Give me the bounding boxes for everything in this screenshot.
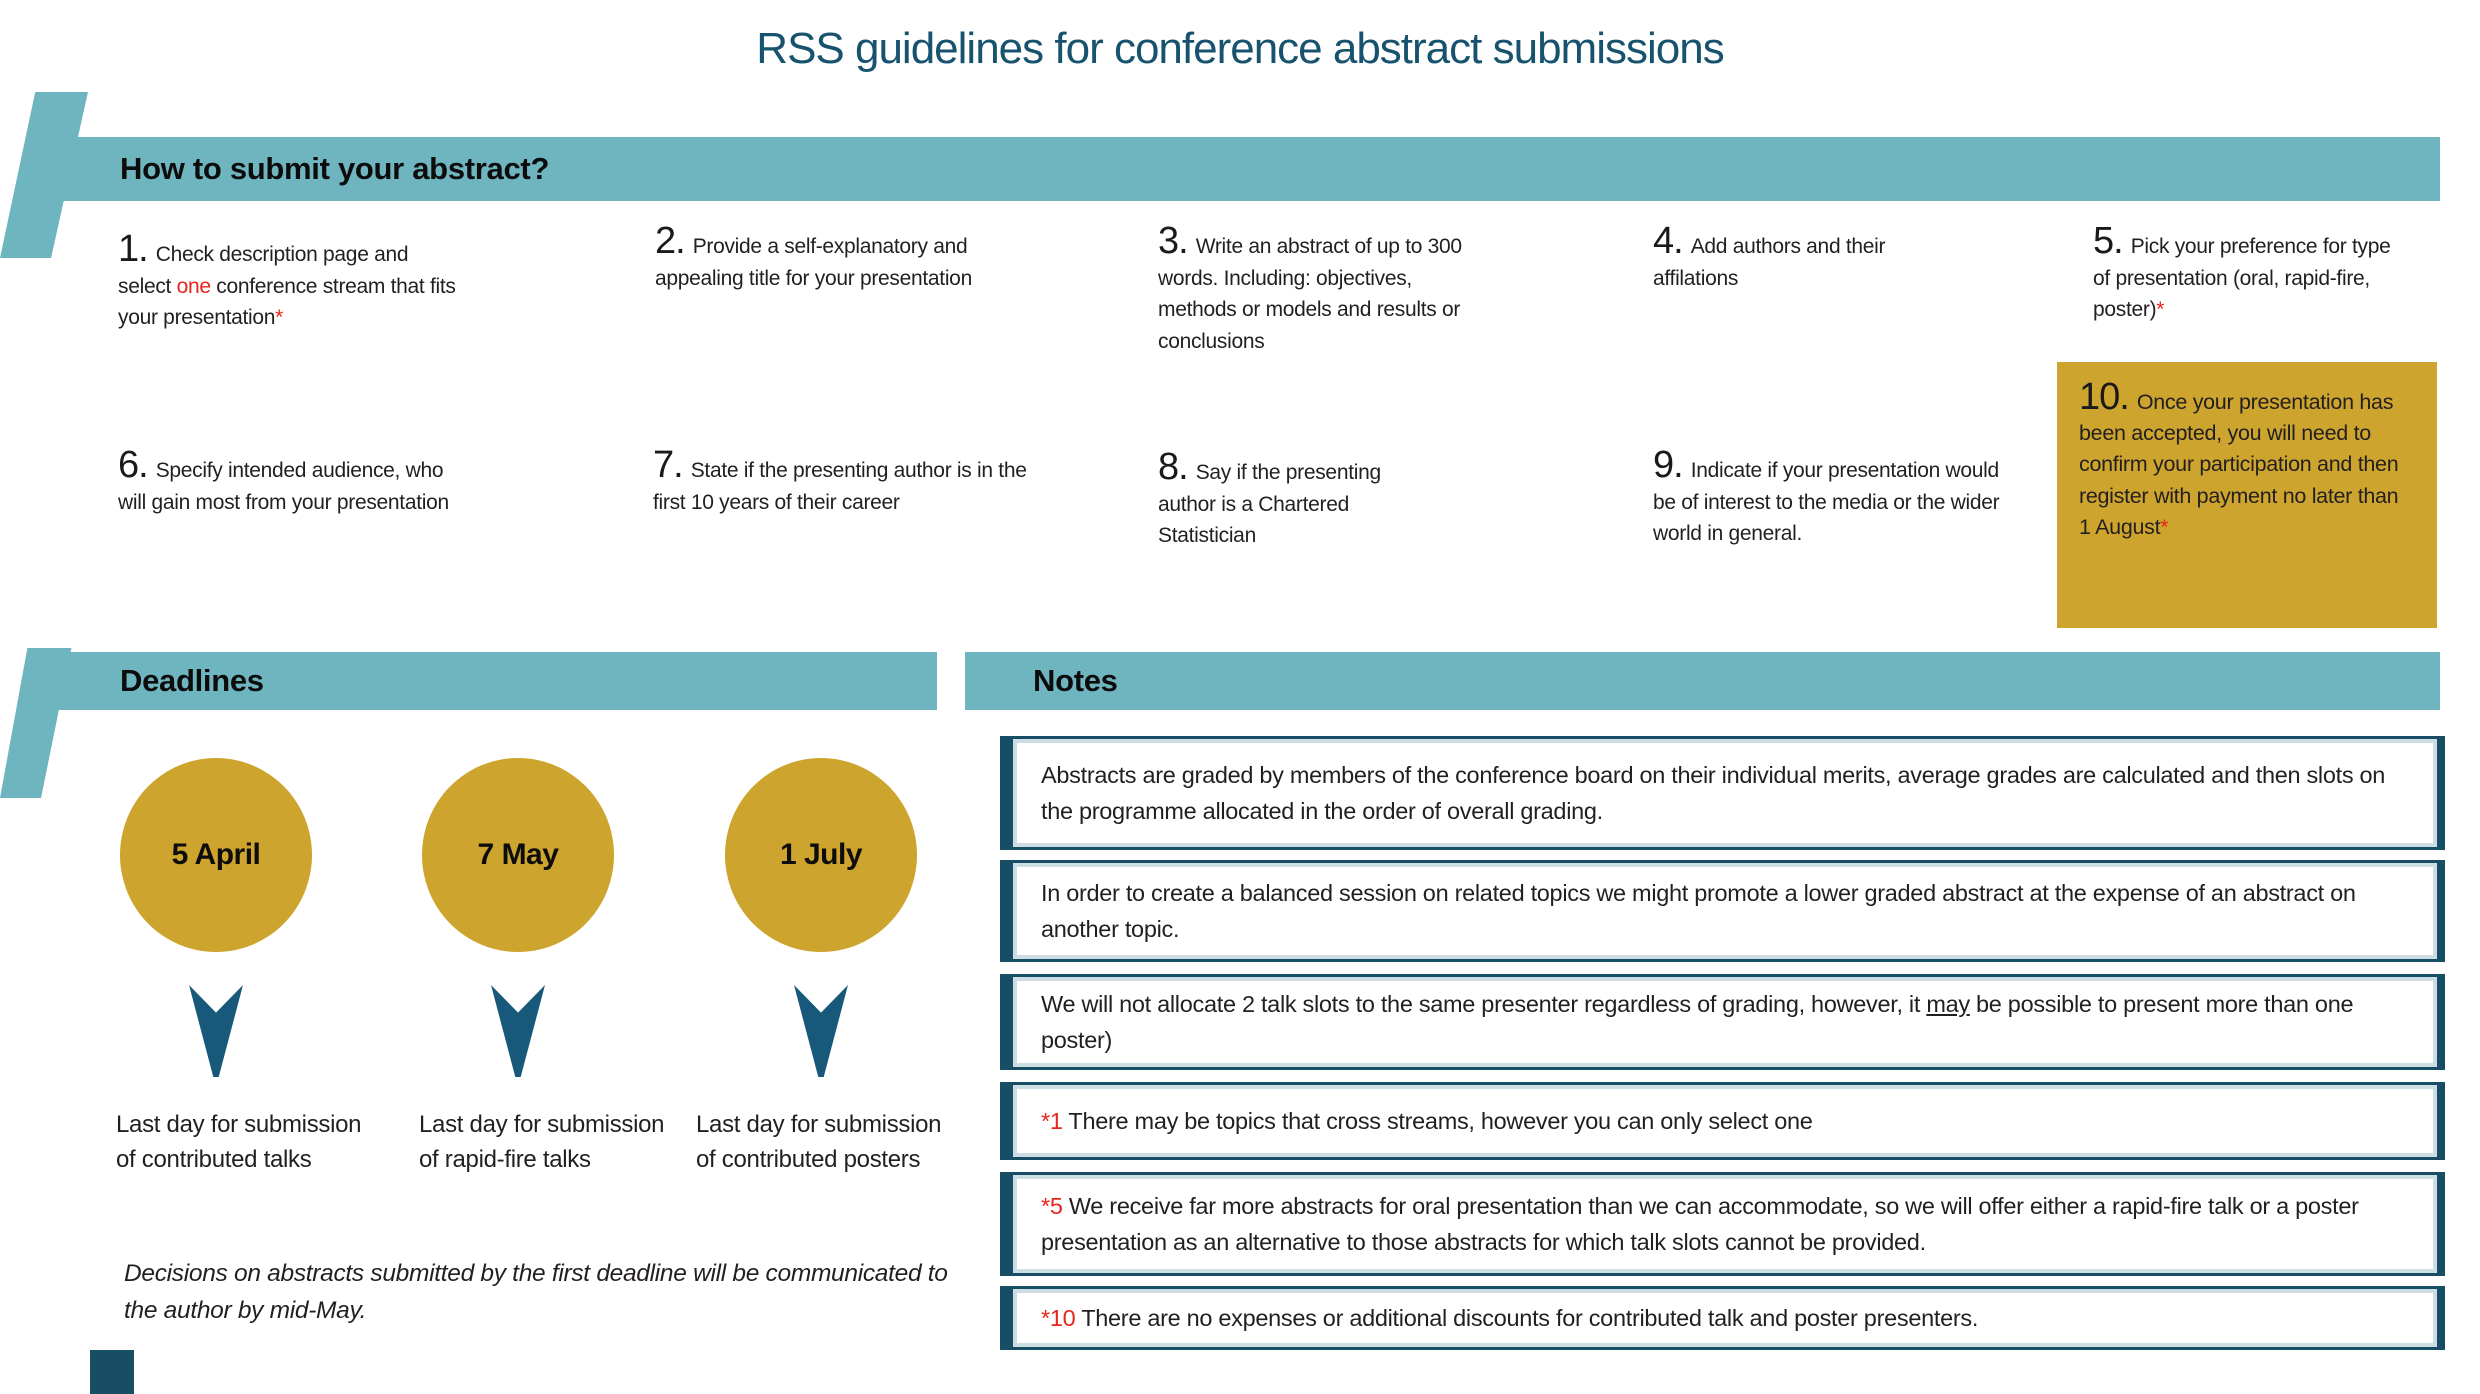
note-text	[1041, 986, 2409, 1059]
step-item	[118, 446, 458, 518]
text-segment: We receive far more abstracts for oral presentation than we can accommodate, so we will offer either a rapid-fire talk or a poster presentation as an alternative to those abstracts for which talk slots cannot be provided.	[1041, 1192, 2359, 1255]
step-number: 9.	[1653, 444, 1683, 486]
down-arrow-icon	[794, 985, 848, 1077]
deadline-footnote: Decisions on abstracts submitted by the first deadline will be communicated to the author by mid-May.	[124, 1260, 948, 1324]
note-text	[1041, 757, 2409, 830]
step-number: 5.	[2093, 220, 2123, 262]
down-arrow-icon	[491, 985, 545, 1077]
section-header-how-to-submit: How to submit your abstract?	[52, 137, 2440, 201]
deadline-label: Last day for submission of contributed posters	[696, 1111, 942, 1173]
deadline-date-circle	[120, 758, 312, 952]
text-segment: Abstracts are graded by members of the conference board on their individual merits, average grades are calculated and then slots on the programme allocated in the order of overall grading.	[1041, 761, 2386, 824]
step-number: 4.	[1653, 220, 1683, 262]
text-segment: There are no expenses or additional discounts for contributed talk and poster presenters.	[1075, 1304, 1979, 1331]
text-segment: Say if the presenting author is a Chartered Statistician	[1158, 461, 1381, 547]
note-text	[1041, 1103, 2409, 1139]
step-item	[118, 230, 463, 334]
note-text	[1041, 1188, 2409, 1261]
step-number: 7.	[653, 444, 683, 486]
text-segment: State if the presenting author is in the first 10 years of their career	[653, 459, 1027, 514]
deadline-date: 7 May	[477, 838, 559, 871]
deadline-date-circle	[422, 758, 614, 952]
section-header-notes: Notes	[965, 652, 2440, 710]
section-header-deadlines: Deadlines	[52, 652, 937, 710]
step-item	[1158, 222, 1493, 357]
note-text	[1041, 875, 2409, 948]
text-segment: be possible to present more than one poster)	[1041, 990, 2354, 1053]
note-text	[1041, 1300, 2409, 1336]
deadline-date: 5 April	[171, 838, 261, 871]
text-segment: Provide a self-explanatory and appealing title for your presentation	[655, 235, 972, 290]
step-item	[653, 446, 1031, 518]
text-segment: Once your presentation has been accepted, you will need to confirm your participation and then register with payment no later than 1 August	[2079, 390, 2399, 539]
step-number: 1.	[118, 228, 148, 270]
text-segment: one	[176, 274, 211, 298]
note-box	[1000, 736, 2445, 850]
text-segment: may	[1926, 990, 1970, 1017]
text-segment: Check description page and select	[118, 243, 409, 298]
deadline-label: Last day for submission of rapid-fire talks	[419, 1111, 665, 1173]
note-box	[1000, 860, 2445, 962]
text-segment: Pick your preference for type of presentation (oral, rapid-fire, poster)	[2093, 235, 2391, 321]
text-segment: *10	[1041, 1304, 1076, 1331]
page-title: RSS guidelines for conference abstract submissions	[756, 24, 1724, 73]
text-segment: *1	[1041, 1107, 1063, 1134]
text-segment: *	[275, 306, 284, 329]
note-box	[1000, 974, 2445, 1070]
step-item	[655, 222, 990, 294]
corner-accent-square	[90, 1350, 134, 1394]
step-number: 2.	[655, 220, 685, 262]
text-segment: Add authors and their affilations	[1653, 235, 1886, 290]
text-segment: *5	[1041, 1192, 1063, 1219]
text-segment: *	[2160, 514, 2169, 539]
text-segment: *	[2156, 298, 2165, 321]
step-item	[1158, 448, 1426, 552]
step-number: 6.	[118, 444, 148, 486]
deadline-label: Last day for submission of contributed talks	[116, 1111, 362, 1173]
text-segment: There may be topics that cross streams, however you can only select one	[1062, 1107, 1813, 1134]
text-segment: Write an abstract of up to 300 words. Including: objectives, methods or models and results or conclusions	[1158, 235, 1462, 353]
step-number: 3.	[1158, 220, 1188, 262]
step-item	[2093, 222, 2405, 326]
note-box	[1000, 1286, 2445, 1350]
step-item	[1653, 446, 2011, 550]
deadline-date: 1 July	[779, 838, 863, 871]
step-number: 8.	[1158, 446, 1188, 488]
step-item	[1653, 222, 1953, 294]
text-segment: conference stream that fits your presentation	[118, 274, 456, 329]
step-number: 10.	[2079, 376, 2129, 418]
text-segment: Specify intended audience, who will gain most from your presentation	[118, 459, 449, 514]
text-segment: We will not allocate 2 talk slots to the same presenter regardless of grading, however, it	[1041, 990, 1927, 1017]
step-10-highlight-box	[2057, 362, 2437, 628]
text-segment: Indicate if your presentation would be of interest to the media or the wider world in general.	[1653, 459, 2000, 545]
down-arrow-icon	[189, 985, 243, 1077]
note-box	[1000, 1172, 2445, 1276]
text-segment: In order to create a balanced session on related topics we might promote a lower graded abstract at the expense of an abstract on another topic.	[1041, 879, 2356, 942]
deadline-date-circle	[725, 758, 917, 952]
note-box	[1000, 1082, 2445, 1160]
